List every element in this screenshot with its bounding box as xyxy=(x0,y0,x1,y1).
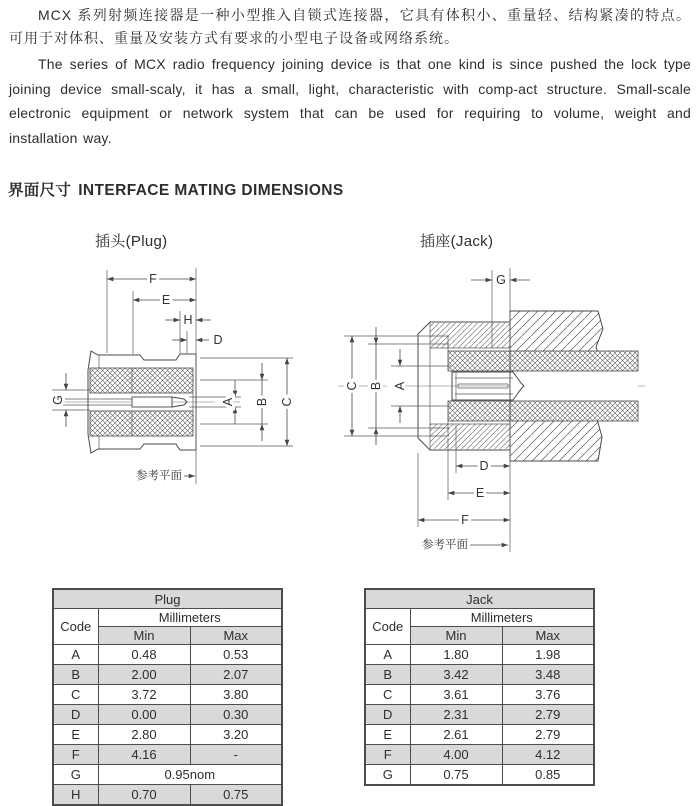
row-max: 3.76 xyxy=(502,685,594,705)
table-row xyxy=(53,645,282,665)
plug-insulator-bottom xyxy=(90,411,193,436)
plug-diagram-title: 插头(Plug) xyxy=(95,233,168,250)
row-code: F xyxy=(53,745,98,765)
interface-dimensions-drawing xyxy=(0,255,700,588)
section-heading-en: INTERFACE MATING DIMENSIONS xyxy=(78,182,344,199)
row-min: 2.00 xyxy=(98,665,190,685)
row-min: 0.00 xyxy=(98,705,190,725)
plug-table-title: Plug xyxy=(53,589,282,609)
row-code: H xyxy=(53,785,98,806)
row-max: 2.79 xyxy=(502,705,594,725)
intro-paragraph-en: The series of MCX radio frequency joining device is that one kind is since pushed the lock type joining device small-scaly, it has a small, light, characteristic with comp-act structure. Small-scale electronic equipment or network system that can be used for requiring to volume, weight and installation way. xyxy=(9,56,691,146)
row-max: 1.98 xyxy=(502,645,594,665)
row-code: G xyxy=(53,765,98,785)
plug-table-code-header: Code xyxy=(53,609,98,645)
jack-dim-label-B: B xyxy=(369,381,383,391)
table-row xyxy=(365,725,594,745)
row-min: 1.80 xyxy=(410,645,502,665)
jack-diagram-title: 插座(Jack) xyxy=(420,233,494,250)
row-min: 0.48 xyxy=(98,645,190,665)
table-row xyxy=(53,705,282,725)
jack-table-code-header: Code xyxy=(365,609,410,645)
jack-table-max-header: Max xyxy=(502,627,594,645)
table-row xyxy=(365,745,594,765)
plug-dim-label-E: E xyxy=(161,293,171,307)
plug-table-max-header: Max xyxy=(190,627,282,645)
row-max: 0.53 xyxy=(190,645,282,665)
row-code: A xyxy=(365,645,410,665)
row-code: D xyxy=(365,705,410,725)
row-max: - xyxy=(190,745,282,765)
plug-dim-label-G: G xyxy=(51,395,65,405)
row-max: 2.07 xyxy=(190,665,282,685)
table-row xyxy=(53,665,282,685)
section-heading xyxy=(8,178,344,200)
jack-reference-plane-label: 参考平面 xyxy=(422,539,468,551)
jack-dim-label-F: F xyxy=(461,513,469,527)
plug-dim-label-F: F xyxy=(149,272,157,286)
jack-table xyxy=(364,588,595,786)
jack-table-unit-header: Millimeters xyxy=(410,609,594,627)
table-row xyxy=(365,705,594,725)
table-row xyxy=(53,745,282,765)
row-min: 3.61 xyxy=(410,685,502,705)
jack-dim-label-C: C xyxy=(345,381,359,391)
row-min: 4.00 xyxy=(410,745,502,765)
plug-dim-label-C: C xyxy=(280,397,294,407)
jack-reference-plane xyxy=(422,537,508,551)
row-code: E xyxy=(53,725,98,745)
row-max: 2.79 xyxy=(502,725,594,745)
plug-reference-plane-label: 参考平面 xyxy=(136,470,182,482)
jack-table-title: Jack xyxy=(365,589,594,609)
jack-dim-F xyxy=(418,453,510,527)
table-row xyxy=(53,725,282,745)
jack-insulator-bottom xyxy=(448,401,638,421)
row-code: B xyxy=(53,665,98,685)
plug-table xyxy=(52,588,283,806)
plug-table-unit-header: Millimeters xyxy=(98,609,282,627)
table-row xyxy=(365,645,594,665)
jack-dim-label-G: G xyxy=(496,273,506,287)
jack-insulator-top xyxy=(448,351,638,371)
plug-dim-label-H: H xyxy=(183,313,193,327)
jack-dim-label-E: E xyxy=(475,486,485,500)
table-row xyxy=(365,765,594,786)
row-min: 0.75 xyxy=(410,765,502,786)
row-code: E xyxy=(365,725,410,745)
plug-dim-label-B: B xyxy=(255,397,269,407)
plug-center-pin xyxy=(132,397,172,407)
row-max: 3.48 xyxy=(502,665,594,685)
row-min: 3.72 xyxy=(98,685,190,705)
plug-dim-label-D: D xyxy=(213,333,223,347)
row-max: 0.75 xyxy=(190,785,282,806)
row-max: 0.85 xyxy=(502,765,594,786)
row-min: 2.31 xyxy=(410,705,502,725)
row-min: 2.80 xyxy=(98,725,190,745)
table-row xyxy=(365,665,594,685)
row-span-value: 0.95nom xyxy=(98,765,282,785)
table-row xyxy=(365,685,594,705)
plug-dim-D xyxy=(172,331,223,353)
jack-dim-label-D: D xyxy=(479,459,489,473)
row-min: 3.42 xyxy=(410,665,502,685)
jack-diagram xyxy=(338,268,645,552)
row-min: 4.16 xyxy=(98,745,190,765)
plug-dim-label-A: A xyxy=(221,397,235,407)
row-max: 3.20 xyxy=(190,725,282,745)
table-row xyxy=(53,685,282,705)
section-heading-zh: 界面尺寸 xyxy=(8,182,72,199)
plug-diagram xyxy=(51,268,294,484)
jack-dim-C xyxy=(345,336,359,436)
plug-reference-plane xyxy=(136,468,195,482)
row-code: D xyxy=(53,705,98,725)
jack-dim-label-A: A xyxy=(393,381,407,391)
jack-dim-B xyxy=(369,327,383,445)
row-code: B xyxy=(365,665,410,685)
row-code: C xyxy=(365,685,410,705)
plug-dim-H xyxy=(165,311,211,353)
row-min: 0.70 xyxy=(98,785,190,806)
plug-dim-G xyxy=(51,373,90,427)
intro-paragraph-zh: MCX 系列射频连接器是一种小型推入自锁式连接器，它具有体积小、重量轻、结构紧凑的特点。可用于对体积、重量及安装方式有要求的小型电子设备或网络系统。 xyxy=(9,7,691,46)
plug-table-min-header: Min xyxy=(98,627,190,645)
row-code: C xyxy=(53,685,98,705)
jack-table-min-header: Min xyxy=(410,627,502,645)
row-max: 0.30 xyxy=(190,705,282,725)
table-row xyxy=(53,765,282,785)
row-max: 3.80 xyxy=(190,685,282,705)
plug-insulator-top xyxy=(90,368,193,393)
row-code: F xyxy=(365,745,410,765)
row-min: 2.61 xyxy=(410,725,502,745)
plug-dim-F xyxy=(107,270,196,353)
row-max: 4.12 xyxy=(502,745,594,765)
row-code: G xyxy=(365,765,410,786)
table-row xyxy=(53,785,282,806)
row-code: A xyxy=(53,645,98,665)
